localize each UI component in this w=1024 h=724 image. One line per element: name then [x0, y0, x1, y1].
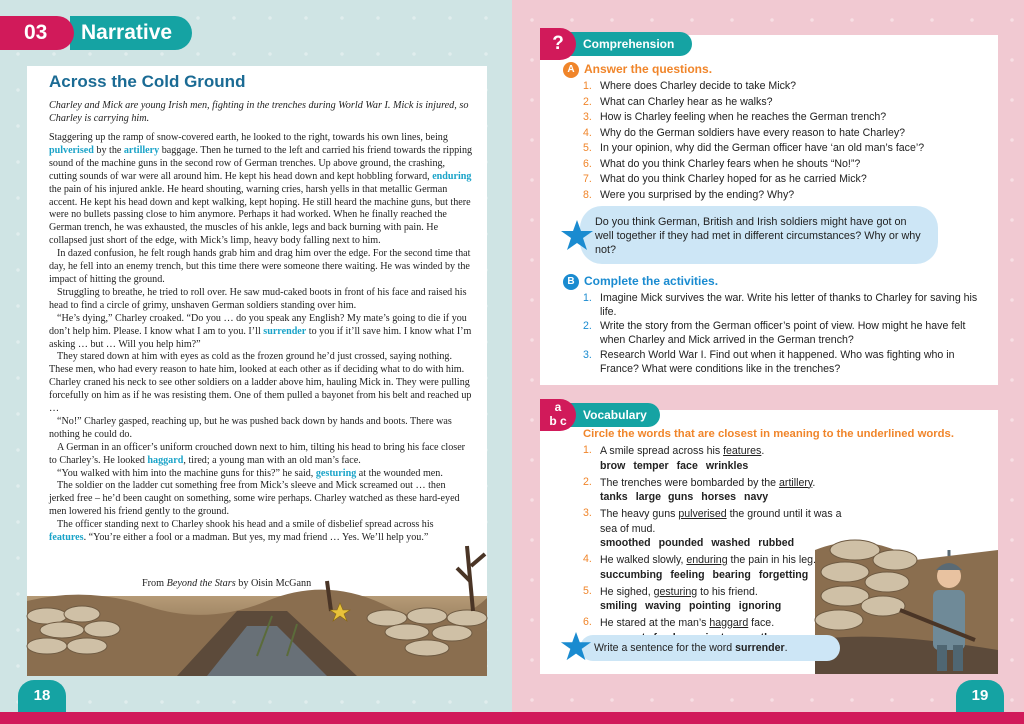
- comprehension-tab: [540, 32, 692, 56]
- item-number: 5.: [583, 142, 592, 154]
- item-text: Were you surprised by the ending? Why?: [600, 188, 795, 201]
- activity-item: [583, 292, 983, 319]
- question-item: [583, 95, 983, 111]
- vocabulary-item: [583, 476, 853, 506]
- vocabulary-instruction: Circle the words that are closest in meaning to the underlined words.: [583, 428, 954, 440]
- word-option[interactable]: waving: [645, 600, 682, 612]
- section-b-badge: B: [563, 274, 579, 290]
- abc-icon: a b c: [540, 399, 576, 431]
- word-option[interactable]: bearing: [712, 568, 751, 581]
- underlined-word: features: [723, 445, 762, 457]
- item-text: Research World War I. Find out when it happened. Who was fighting who in France? What were conditions like in the trenches?: [600, 348, 955, 375]
- bottom-bar: [0, 712, 1024, 724]
- story-intro: Charley and Mick are young Irish men, fighting in the trenches during World War I. Mick is injured, so Charley is carrying him.: [49, 100, 469, 124]
- word-option[interactable]: navy: [744, 491, 769, 503]
- activities-b-list: [583, 292, 983, 377]
- underlined-word: haggard: [709, 617, 749, 629]
- chapter-title: Narrative: [70, 16, 192, 50]
- underlined-word: artillery: [779, 476, 813, 489]
- word-option[interactable]: large guns: [635, 491, 694, 503]
- story-paragraph: In dazed confusion, he felt rough hands grab him and drag him over the edge. For the second time that day, he fell into an enemy trench, but this time there were someone there waiting. He was winded by the impact of hitting the ground.: [49, 248, 471, 285]
- word-option[interactable]: horses: [701, 491, 737, 503]
- vocabulary-list: [583, 444, 853, 648]
- item-number: 4.: [583, 126, 592, 139]
- word-option[interactable]: succumbing: [600, 568, 663, 581]
- story-keyword: enduring: [432, 170, 472, 182]
- word-option[interactable]: rubbed: [758, 537, 795, 549]
- vocabulary-sentence: The heavy guns pulverised the ground until it was a sea of mud.: [600, 508, 842, 535]
- item-number: 2.: [583, 320, 592, 333]
- question-item: [583, 110, 983, 126]
- item-text: Write the story from the German officer’s point of view. How might he have felt when Charley and Mick arrived in the German trench?: [600, 320, 966, 347]
- story-panel: [27, 66, 487, 676]
- word-option[interactable]: smiling: [600, 600, 638, 612]
- item-text: Why do the German soldiers have every reason to hate Charley?: [600, 126, 906, 139]
- word-option[interactable]: face: [676, 459, 698, 472]
- question-item: [583, 126, 983, 142]
- item-number: 3.: [583, 507, 592, 519]
- source-book-title: Beyond the Stars: [166, 578, 236, 589]
- item-number: 8.: [583, 188, 592, 201]
- word-option[interactable]: ignoring: [738, 600, 782, 612]
- section-b-heading: B Complete the activities.: [563, 274, 718, 290]
- vocabulary-sentence: He walked slowly, enduring the pain in his leg.: [600, 554, 816, 566]
- discussion-text: Do you think German, British and Irish soldiers might have got on well together if they had met in different circumstances? Why or why not?: [595, 216, 921, 256]
- item-number: 2.: [583, 475, 592, 488]
- activity-item: [583, 349, 983, 376]
- story-paragraph: The soldier on the ladder cut something free from Mick’s sleeve and Mick screamed out … then jerked free – he’d been caught on something, some wire perhaps. Charley watched as these hard-eyed men lowered his friend gently to the ground.: [49, 480, 460, 518]
- vocabulary-item: [583, 553, 853, 583]
- word-options: [600, 568, 853, 583]
- story-keyword: surrender: [263, 325, 307, 337]
- vocabulary-sentence: He sighed, gesturing to his friend.: [600, 585, 758, 598]
- question-item: [583, 188, 983, 204]
- comprehension-tab-label: Comprehension: [583, 37, 675, 51]
- item-text: What do you think Charley hoped for as he carried Mick?: [600, 173, 867, 185]
- vocabulary-sentence: A smile spread across his features.: [600, 445, 765, 457]
- item-text: In your opinion, why did the German officer have ‘an old man’s face’?: [600, 142, 925, 154]
- word-options: [600, 459, 853, 474]
- word-option[interactable]: tanks: [600, 491, 628, 503]
- vocabulary-item: [583, 444, 853, 474]
- word-option[interactable]: pounded: [658, 537, 704, 549]
- question-item: [583, 157, 983, 173]
- question-item: [583, 172, 983, 188]
- word-option[interactable]: washed: [711, 537, 751, 549]
- question-item: [583, 141, 983, 157]
- item-number: 3.: [583, 111, 592, 123]
- story-keyword: pulverised: [49, 144, 94, 156]
- item-text: Where does Charley decide to take Mick?: [600, 80, 797, 92]
- vocabulary-panel: [540, 400, 998, 674]
- story-keyword: gesturing: [315, 467, 357, 479]
- star-icon: [560, 631, 592, 663]
- word-option[interactable]: pointing: [689, 600, 731, 612]
- story-paragraph: The officer standing next to Charley shook his head and a smile of disbelief spread across his features. “You’re either a fool or a madman. But yes, my mad friend … Yes. We’ll help you.”: [49, 519, 434, 544]
- word-option[interactable]: forgetting: [758, 568, 809, 581]
- item-text: Imagine Mick survives the war. Write his letter of thanks to Charley for saving his life.: [600, 292, 978, 318]
- story-paragraph: “You walked with him into the machine guns for this?” he said, gesturing at the wounded men.: [57, 467, 443, 479]
- discussion-bubble: [580, 206, 938, 264]
- item-text: How is Charley feeling when he reaches the German trench?: [600, 111, 887, 123]
- item-number: 2.: [583, 95, 592, 108]
- write-sentence-bar: Write a sentence for the word surrender.: [580, 635, 840, 661]
- section-a-heading: A Answer the questions.: [563, 62, 712, 78]
- vocabulary-tab-label: Vocabulary: [583, 408, 647, 422]
- item-number: 7.: [583, 173, 592, 185]
- word-option[interactable]: smoothed: [600, 537, 651, 549]
- word-options: [600, 599, 853, 614]
- write-word: surrender: [735, 642, 785, 654]
- vocabulary-sentence: He stared at the man’s haggard face.: [600, 617, 775, 629]
- story-keyword: artillery: [123, 144, 160, 156]
- questions-a-list: [583, 79, 983, 203]
- word-options: [600, 490, 853, 505]
- item-number: 3.: [583, 348, 592, 361]
- item-number: 4.: [583, 553, 592, 565]
- underlined-word: enduring: [686, 554, 728, 566]
- underlined-word: pulverised: [678, 508, 727, 520]
- vocabulary-sentence: The trenches were bombarded by the artillery.: [600, 476, 816, 489]
- word-option[interactable]: temper: [633, 459, 669, 472]
- story-paragraph: Staggering up the ramp of snow-covered earth, he looked to the right, towards his own lines, being pulverised by the artillery baggage. Then he turned to the left and carried his friend towards the ripping sound of the machine guns in the second row of German trenches. Up above ground, the crashing, cutting sounds of war were all around him. He kept his head down and kept hobbling forward, enduring the pain of his injured ankle. He heard shouting, warning cries, harsh yells in that metallic German accent. He kept his head down and kept walking, kept hoping. He still heard the machine guns, but there were no bullets passing close to him anymore. Perhaps it had worked. When he finally reached the German trench, he was exhausted, the muscles of his ankle, legs and back burning with pain. He collapsed just short of the edge, with Mick’s limp, heavy body falling next to him.: [49, 132, 473, 247]
- vocabulary-item: [583, 585, 853, 615]
- star-icon: [560, 219, 594, 253]
- word-options: [600, 536, 853, 551]
- story-keyword: features: [49, 532, 84, 544]
- comprehension-panel: [540, 35, 998, 385]
- story-body: [49, 132, 473, 545]
- story-paragraph: “No!” Charley gasped, reaching up, but he was pushed back down by hands and boots. There was nothing he could do.: [49, 415, 452, 440]
- item-text: What do you think Charley fears when he shouts “No!”?: [600, 157, 861, 170]
- chapter-number: 03: [0, 16, 74, 50]
- item-number: 6.: [583, 157, 592, 170]
- section-a-badge: A: [563, 62, 579, 78]
- source-credit: From Beyond the Stars by Oisin McGann: [142, 578, 312, 589]
- story-paragraph: They stared down at him with eyes as cold as the frozen ground he’d just crossed, saying nothing. These men, who had every reason to hate him, looked at each other as if deciding what to do with him. Charley craned his neck to see other soldiers on a ladder above him, hauling Mick in. They were pulling forcefully on him as if he was resisting them. One of them pulled a bayonet from his belt and reached up …: [49, 351, 472, 415]
- question-item: [583, 79, 983, 95]
- trench-illustration: [27, 506, 487, 676]
- word-option[interactable]: feeling: [670, 568, 705, 581]
- story-title: Across the Cold Ground: [49, 72, 246, 91]
- item-number: 1.: [583, 80, 592, 92]
- item-number: 5.: [583, 584, 592, 597]
- vocabulary-item: [583, 507, 853, 551]
- item-number: 1.: [583, 292, 592, 304]
- page-number-left: 18: [18, 680, 66, 712]
- item-number: 6.: [583, 616, 592, 628]
- item-text: What can Charley hear as he walks?: [600, 95, 773, 108]
- word-option[interactable]: brow: [600, 459, 626, 472]
- story-paragraph: A German in an officer’s uniform crouched down next to him, tilting his head to bring his face closer to Charley’s. He looked haggard, tired; a young man with an old man’s face.: [49, 441, 466, 466]
- word-option[interactable]: wrinkles: [705, 459, 749, 472]
- activity-item: [583, 320, 983, 347]
- item-number: 1.: [583, 444, 592, 456]
- underlined-word: gesturing: [653, 585, 698, 598]
- vocabulary-tab: [540, 400, 660, 428]
- story-keyword: haggard: [147, 454, 184, 466]
- page-number-right: 19: [956, 680, 1004, 712]
- story-paragraph: “He’s dying,” Charley croaked. “Do you … do you speak any English? My mate’s going to die if you don’t help him. Please. I know what I am to you. I’ll surrender to you if it’ll save him. I know what I’m asking … but … Will you help him?”: [49, 312, 472, 350]
- story-paragraph: Struggling to breathe, he tried to roll over. He saw mud-caked boots in front of his face and raised his head to find a circle of grimy, unshaven German soldiers standing over him.: [49, 286, 467, 311]
- question-icon: ?: [540, 28, 576, 60]
